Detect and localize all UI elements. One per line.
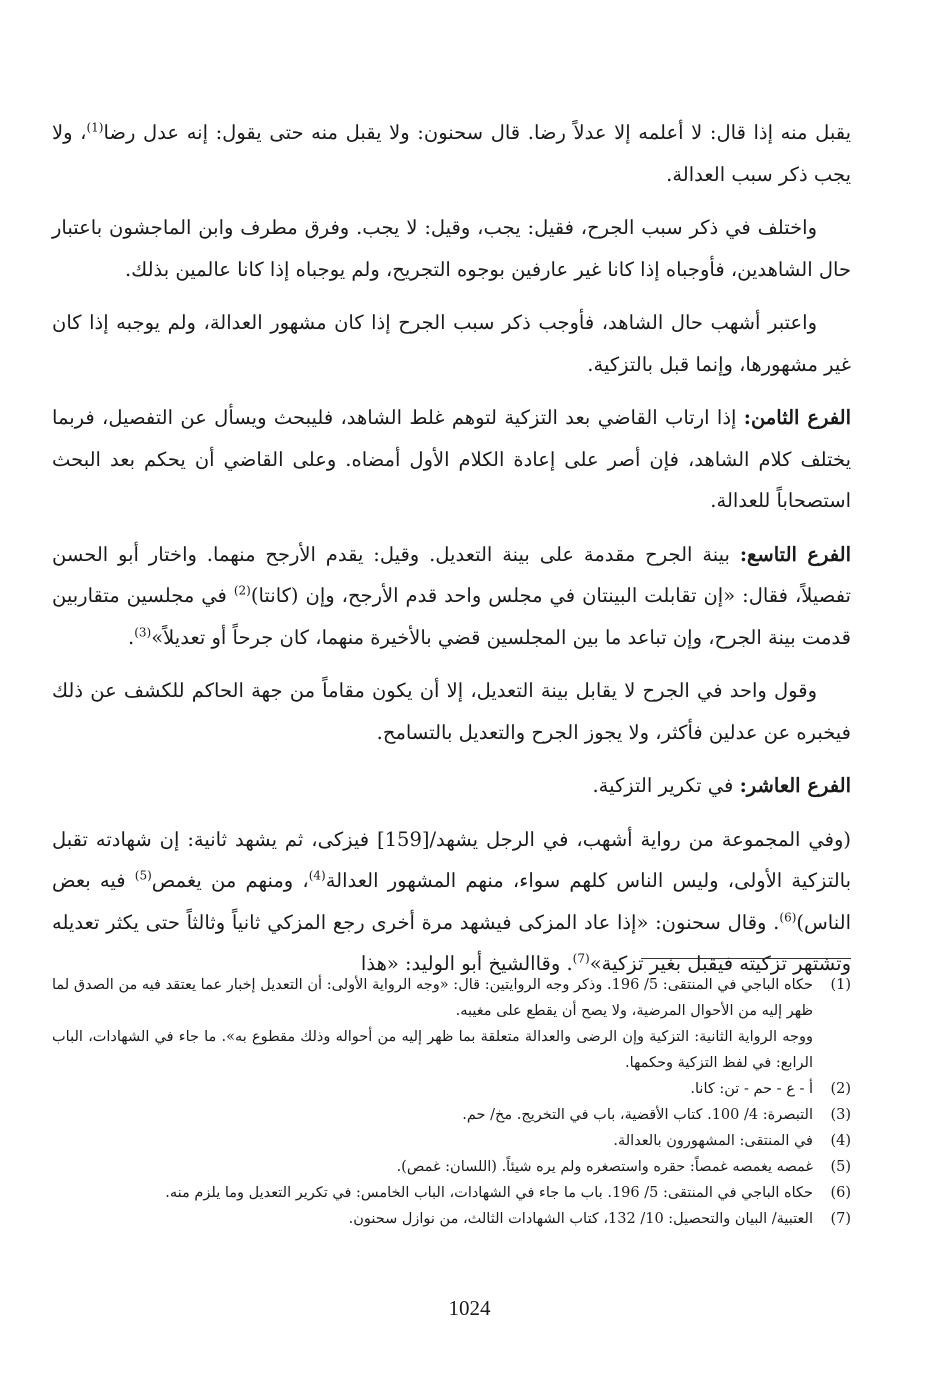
footnote-number: (1)	[830, 977, 851, 993]
footnote-2	[52, 1076, 851, 1102]
footnote-text: العتبية/ البيان والتحصيل: 10/ 132، كتاب الشهادات الثالث، من نوازل سحنون.	[348, 1211, 813, 1227]
footnote-ref[interactable]: (3)	[134, 625, 152, 639]
footnote-number: (5)	[830, 1159, 851, 1175]
footnote-number: (6)	[830, 1185, 851, 1201]
footnote-separator	[641, 958, 851, 959]
footnote-number: (4)	[830, 1133, 851, 1149]
paragraph-text: . وقال سحنون: «إذا عاد المزكى فيشهد مرة أخرى رجع المزكي ثانياً وثالثاً حتى يكثر تعديله وتشتهر تزكيته فيقبل بغير تزكية»	[52, 910, 851, 975]
paragraph-6: وقول واحد في الجرح لا يقابل بينة التعديل، إلا أن يكون مقاماً من جهة الحاكم للكشف عن ذلك فيخبره عن عدلين فأكثر، ولا يجوز الجرح والتعديل بالتسامح.	[52, 679, 851, 744]
footnote-4	[52, 1128, 851, 1154]
footnote-7	[52, 1206, 851, 1232]
footnote-ref[interactable]: (2)	[233, 583, 251, 598]
paragraph-text: فيه بعض الناس)	[52, 869, 851, 934]
section-heading: الفرع العاشر:	[739, 774, 851, 797]
footnote-6	[52, 1180, 851, 1206]
paragraph-text: (وفي المجموعة من رواية أشهب، في الرجل يشهد/[159] فيزكى، ثم يشهد ثانية: إن شهادته تقبل بالتزكية الأولى، وليس الناس كلهم سواء، منهم المشهور العدالة	[52, 827, 852, 892]
paragraph-3: واعتبر أشهب حال الشاهد، فأوجب ذكر سبب الجرح إذا كان مشهور العدالة، ولم يوجبه إذا كان غير مشهورها، وإنما قبل بالتزكية.	[52, 311, 851, 376]
footnote-1-continuation: ووجه الرواية الثانية: التزكية وإن الرضى والعدالة متعلقة بما ظهر إليه من أحواله وذلك مقطوع به». ما جاء في الشهادات، الباب الرابع: في لفظ التزكية وحكمها.	[52, 1029, 813, 1071]
paragraph-text: إذا ارتاب القاضي بعد التزكية لتوهم غلط الشاهد، فليبحث ويسأل عن التفصيل، فربما يختلف كلام الشاهد، فإن أصر على إعادة الكلام الأول أمضاه. وعلى القاضي أن يحكم بعد البحث استصحاباً للعدالة.	[52, 406, 851, 512]
footnote-text: حكاه الباجي في المنتقى: 5/ 196. وذكر وجه الروايتين: قال: «وجه الرواية الأولى: أن التعديل إخبار عما يعتقد فيه من الصدق لما ظهر إليه من الأحوال المرضية، ولا يصح أن يقطع على مغيبه.	[52, 977, 813, 1019]
footnote-text: في المنتقى: المشهورون بالعدالة.	[613, 1133, 813, 1149]
footnote-text: أ - ع - حم - تن: كانا.	[690, 1081, 813, 1097]
paragraph-text: في مجلسين متقاربين قدمت بينة الجرح، وإن تباعد ما بين المجلسين قضي بالأخيرة منهما، كان جرحاً أو تعديلاً»	[52, 584, 851, 649]
footnote-ref[interactable]: (7)	[572, 951, 590, 966]
footnote-5	[52, 1154, 851, 1180]
footnote-ref[interactable]: (5)	[134, 868, 152, 883]
paragraph-2: واختلف في ذكر سبب الجرح، فقيل: يجب، وقيل: لا يجب. وفرق مطرف وابن الماجشون باعتبار حال الشاهدين، فأوجباه إذا كانا غير عارفين بوجوه التجريح، ولم يوجباه إذا كانا عالمين بذلك.	[52, 216, 851, 281]
paragraph-8	[52, 819, 851, 985]
paragraph-text: في تكرير التزكية.	[592, 774, 740, 797]
paragraph-text: ، ولا يجب ذكر سبب العدالة.	[52, 121, 851, 186]
footnote-number: (3)	[830, 1107, 851, 1123]
footnote-ref[interactable]: (4)	[308, 868, 326, 883]
footnote-1	[52, 972, 851, 1024]
paragraph-text: بينة الجرح مقدمة على بينة التعديل. وقيل: يقدم الأرجح منهما. واختار أبو الحسن تفصيلاً، فقال: «إن تقابلت البينتان في مجلس واحد قدم الأرجح، وإن (كانتا)	[52, 542, 851, 607]
paragraph-text: ، ومنهم من يغمص	[151, 869, 309, 892]
footnote-text: غمصه يغمصه غمصاً: حقره واستصغره ولم يره شيئاً. (اللسان: غمص).	[396, 1159, 813, 1175]
footnote-text: التبصرة: 4/ 100. كتاب الأقضية، باب في التخريج. مخ/ حم.	[462, 1107, 813, 1123]
footnote-ref[interactable]: (1)	[86, 120, 104, 135]
footnotes	[52, 972, 851, 1232]
footnote-number: (7)	[830, 1211, 851, 1227]
paragraph-4	[52, 397, 851, 522]
footnote-3	[52, 1102, 851, 1128]
main-text	[52, 112, 851, 997]
paragraph-1	[52, 112, 851, 195]
footnote-ref[interactable]: (6)	[779, 910, 797, 924]
paragraph-5	[52, 534, 851, 659]
section-heading: الفرع التاسع:	[739, 542, 851, 566]
page-number: 1024	[448, 1296, 491, 1320]
paragraph-7	[52, 765, 851, 807]
paragraph-text: . وقاالشيخ أبو الوليد: «هذا	[360, 952, 573, 975]
paragraph-text: .	[128, 625, 135, 649]
footnote-text: حكاه الباجي في المنتقى: 5/ 196. باب ما جاء في الشهادات، الباب الخامس: في تكرير التعديل وما يلزم منه.	[165, 1185, 813, 1201]
section-heading: الفرع الثامن:	[743, 406, 851, 429]
paragraph-text: يقبل منه إذا قال: لا أعلمه إلا عدلاً رضا. قال سحنون: ولا يقبل منه حتى يقول: إنه عدل رضا	[103, 121, 852, 144]
footnote-number: (2)	[830, 1081, 851, 1097]
